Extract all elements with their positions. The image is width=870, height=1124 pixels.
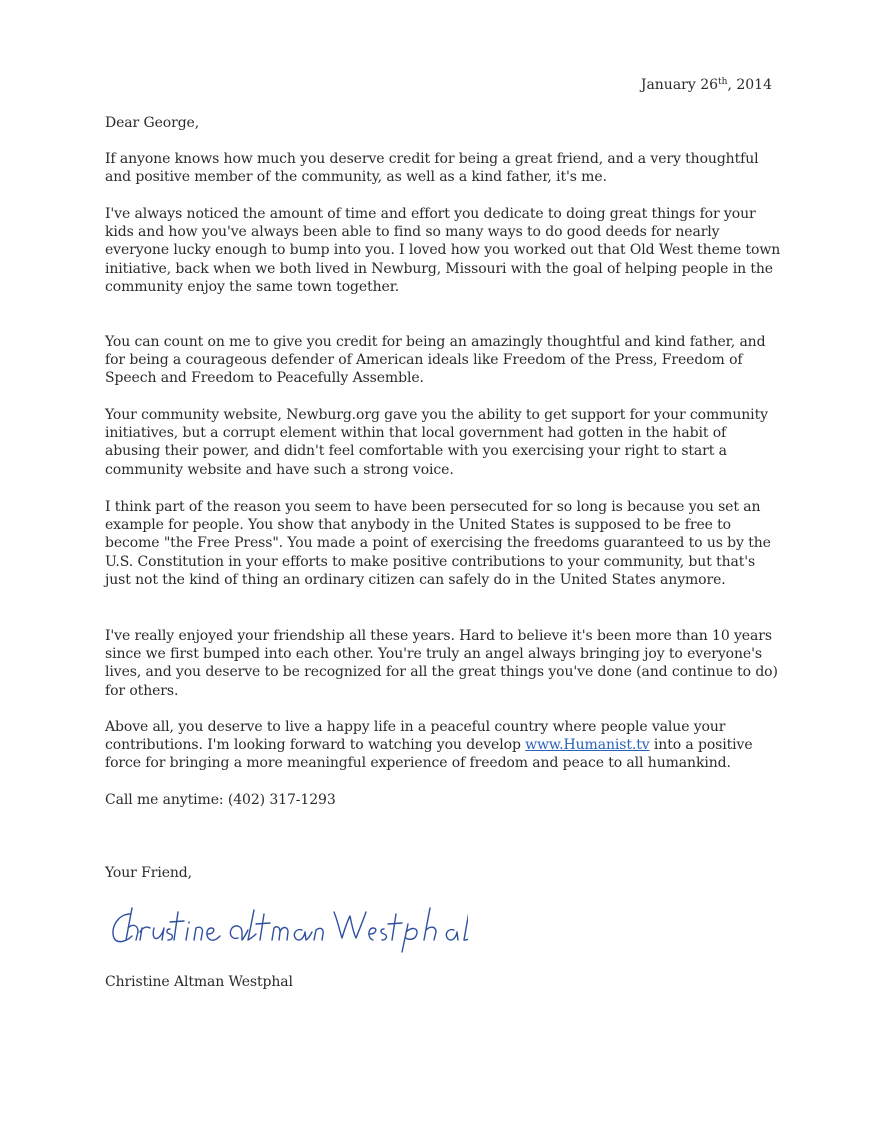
paragraph-4	[105, 406, 785, 479]
salutation-text: Dear George,	[105, 115, 200, 131]
paragraph-7	[105, 718, 785, 773]
letter-date	[641, 76, 772, 94]
paragraph-6	[105, 627, 785, 700]
date-ordinal: th	[718, 77, 728, 87]
printed-name	[105, 973, 785, 991]
humanist-link[interactable]: www.Humanist.tv	[525, 737, 650, 754]
paragraph-1	[105, 150, 785, 186]
paragraph-5-text: I think part of the reason you seem to have been persecuted for so long is because you set an example for people. You show that anybody in the United States is supposed to be free to become "the Free Press". You made a point of exercising the freedoms guaranteed to us by the U.S. Constitution in your efforts to make positive contributions to your community, but that's just not the kind of thing an ordinary citizen can safely do in the United States anymore.	[105, 499, 771, 588]
printed-name-text: Christine Altman Westphal	[105, 974, 293, 990]
closing	[105, 864, 785, 882]
paragraph-4-text: Your community website, Newburg.org gave you the ability to get support for your community initiatives, but a corrupt element within that local government had gotten in the habit of abusing their power, and didn't feel comfortable with you exercising your right to start a community website and have such a strong voice.	[105, 407, 768, 478]
phone-line-text: Call me anytime: (402) 317-1293	[105, 792, 336, 808]
paragraph-6-text: I've really enjoyed your friendship all these years. Hard to believe it's been more than 10 years since we first bumped into each other. You're truly an angel always bringing joy to everyone's lives, and you deserve to be recognized for all the great things you've done (and continue to do) for others.	[105, 628, 778, 699]
salutation	[105, 114, 785, 132]
paragraph-1-text: If anyone knows how much you deserve credit for being a great friend, and a very thoughtful and positive member of the community, as well as a kind father, it's me.	[105, 151, 759, 186]
paragraph-3-text: You can count on me to give you credit for being an amazingly thoughtful and kind father, and for being a courageous defender of American ideals like Freedom of the Press, Freedom of Speech and Freedom to Peacefully Assemble.	[105, 334, 766, 387]
paragraph-7-after: into a positive force for bringing a more meaningful experience of freedom and peace to all humankind.	[105, 737, 753, 772]
paragraph-7-text	[105, 718, 785, 773]
paragraph-3	[105, 333, 785, 388]
date-year: , 2014	[727, 77, 772, 93]
paragraph-5	[105, 498, 785, 589]
closing-text: Your Friend,	[105, 865, 193, 881]
paragraph-2-text: I've always noticed the amount of time and effort you dedicate to doing great things for your kids and how you've always been able to find so many ways to do good deeds for nearly everyone lucky enough to bump into you. I loved how you worked out that Old West theme town initiative, back when we both lived in Newburg, Missouri with the goal of helping people in the community enjoy the same town together.	[105, 206, 781, 295]
phone-line	[105, 791, 785, 809]
handwritten-signature	[108, 900, 468, 955]
date-day: January 26	[640, 77, 719, 93]
paragraph-7-before: Above all, you deserve to live a happy life in a peaceful country where people value your contributions. I'm looking forward to watching you develop	[105, 719, 726, 754]
paragraph-2	[105, 205, 785, 296]
